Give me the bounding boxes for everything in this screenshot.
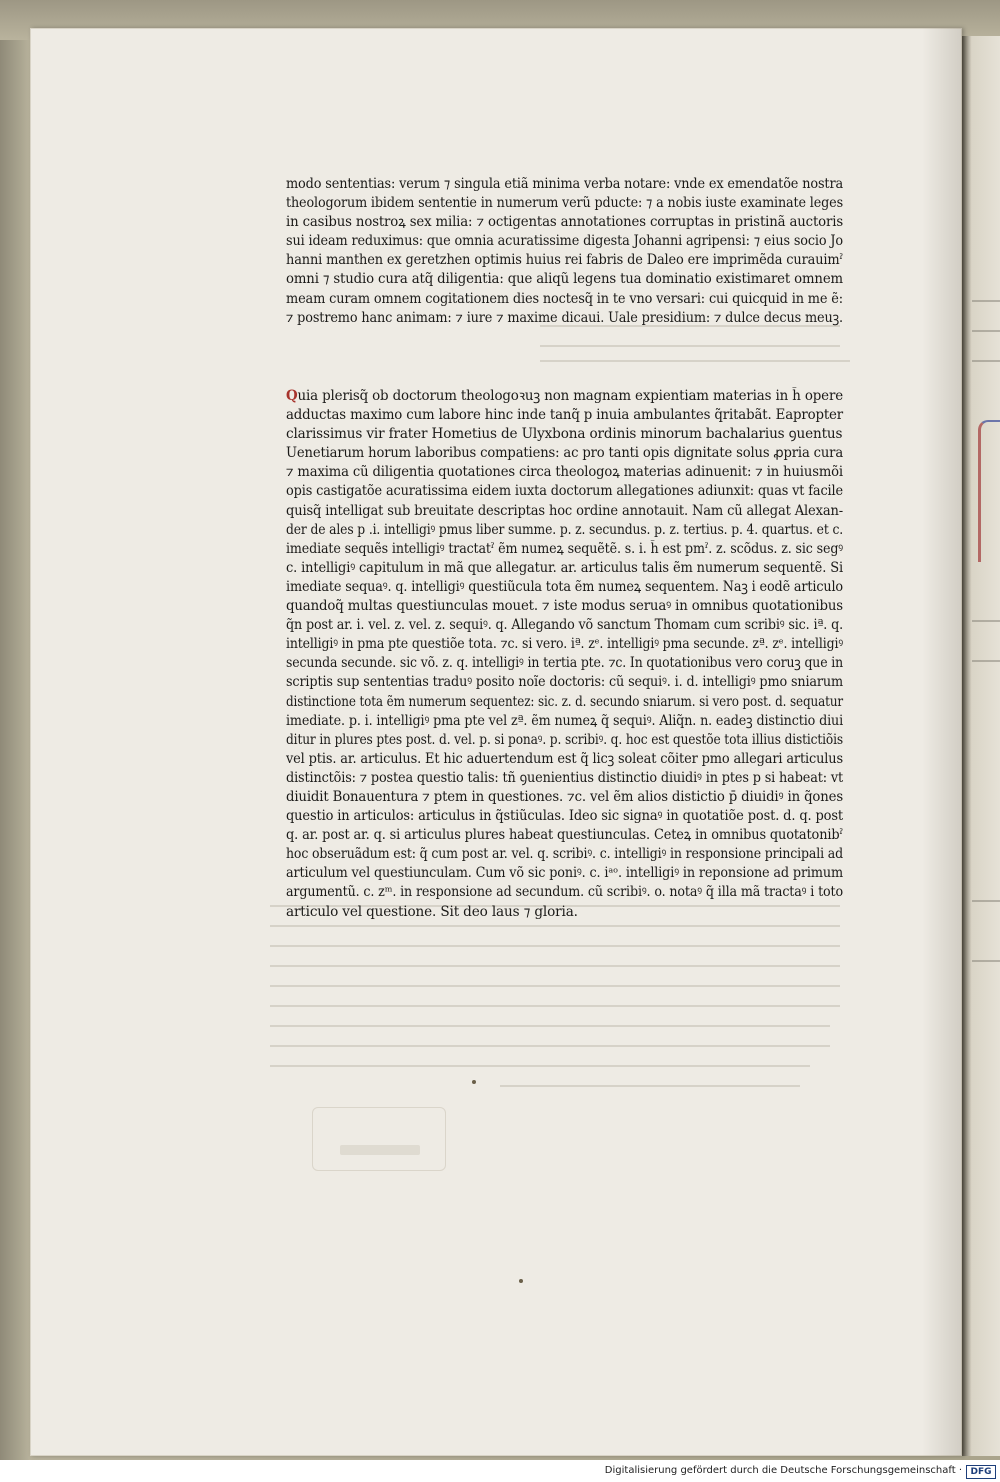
text-line: Uenetiarum horum laboribus compatiens: ac pro tanti opis dignitate solus ꝓpria cura bbox=[286, 445, 843, 462]
show-through-line bbox=[270, 925, 840, 927]
text-line: theologorum ibidem sententie in numerum verũ pducte: ⁊ a nobis iuste examinate leges bbox=[286, 195, 843, 212]
show-through-line bbox=[270, 1025, 830, 1027]
text-line: hanni manthen ex geretzhen optimis huius rei fabris de Daleo ere imprimẽda curauimˀ bbox=[286, 252, 843, 269]
next-page-text-line bbox=[972, 900, 1000, 902]
text-line: ditur in plures ptes post. d. vel. p. si ponaꝰ. p. scribiꝰ. q. hoc est questõe tota illius distictiõis bbox=[286, 731, 843, 748]
paper-spot bbox=[472, 1080, 476, 1084]
text-line: scriptis sup sententias traduꝰ posito noĩe doctoris: cũ sequiꝰ. i. d. intelligiꝰ pmo sniarum bbox=[286, 674, 843, 691]
next-page-edge bbox=[962, 36, 1000, 1456]
next-page-text-line bbox=[972, 360, 1000, 362]
text-line: imediate sequẽs intelligiꝰ tractatˀ ẽm numeꝝ sequẽtẽ. s. i. h̄ est pmˀ. z. scõdus. z. sic segꝰ bbox=[286, 540, 843, 557]
text-line: imediate. p. i. intelligiꝰ pma pte vel zª. ẽm numeꝝ q̃ sequiꝰ. Aliq̃n. n. eadeꝫ distinctio diui bbox=[286, 712, 843, 729]
text-line: questio in articulos: articulus in q̃stiũculas. Ideo sic signaꝰ in quotatiõe post. d. q. post bbox=[286, 808, 843, 825]
text-line: c. intelligiꝰ capitulum in mã que allegatur. ar. articulus talis ẽm numerum sequentẽ. Si bbox=[286, 559, 843, 576]
text-line: quandoq̃ multas questiunculas mouet. ⁊ iste modus seruaꝰ in omnibus quotationibus bbox=[286, 598, 843, 615]
text-line: omni ⁊ studio cura atq̃ diligentia: que aliqũ legens tua dominatio existimaret omnem bbox=[286, 271, 843, 288]
show-through-line bbox=[270, 985, 840, 987]
text-line: articulo vel questione. Sit deo laus ⁊ gloria. bbox=[286, 903, 578, 920]
text-line: meam curam omnem cogitationem dies noctesq̃ in te vno versari: cui quicquid in me ẽ: bbox=[286, 290, 843, 307]
next-page-text-line bbox=[972, 300, 1000, 302]
page-gutter-shade bbox=[922, 28, 962, 1456]
text-line: vel ptis. ar. articulus. Et hic aduertendum est q̃ licꝫ soleat cõiter pmo allegari articulus bbox=[286, 750, 843, 767]
text-line: modo sententias: verum ⁊ singula etiã minima verba notare: vnde ex emendatõe nostra bbox=[286, 176, 843, 192]
paper-spot bbox=[519, 1279, 523, 1283]
show-through-line bbox=[270, 945, 840, 947]
text-line: articulum vel questiunculam. Cum võ sic poniꝰ. c. iᵃᵒ. intelligiꝰ in reponsione ad primum bbox=[286, 865, 843, 882]
text-line: q̃n post ar. i. vel. z. vel. z. sequiꝰ. q. Allegando võ sanctum Thomam cum scribiꝰ sic. iª. q. bbox=[286, 617, 843, 634]
text-block-dedication bbox=[286, 175, 880, 328]
text-line: der de ales p .i. intelligiꝰ pmus liber summe. p. z. secundus. p. z. tertius. p. 4. quartus. et c. bbox=[286, 521, 843, 538]
text-line: opis castigatõe acuratissima eidem iuxta doctorum allegationes adiunxit: quas vt facile bbox=[286, 483, 843, 500]
show-through-line bbox=[500, 1085, 800, 1087]
text-line: adductas maximo cum labore hinc inde tanq̃ p inuia ambulantes q̃ritabãt. Eapropter bbox=[286, 407, 843, 424]
text-line: intelligiꝰ in pma pte questiõe tota. ⁊c. si vero. iª. zᵉ. intelligiꝰ pma secunde. zª. zᵉ. intelligiꝰ bbox=[286, 636, 843, 653]
show-through-line bbox=[270, 1065, 810, 1067]
text-line: ⁊ postremo hanc animam: ⁊ iure ⁊ maxime dicaui. Uale presidium: ⁊ dulce decus meuꝫ. bbox=[286, 309, 843, 326]
next-page-text-line bbox=[972, 620, 1000, 622]
show-through-line bbox=[540, 345, 840, 347]
text-line: argumentũ. c. zᵐ. in responsione ad secundum. cũ scribiꝰ. o. notaꝰ q̃ illa mã tractaꝰ i toto bbox=[286, 884, 843, 901]
text-line: clarissimus vir frater Hometius de Ulyxbona ordinis minorum bachalarius ꝯuentus bbox=[286, 426, 843, 443]
text-line: imediate sequaꝰ. q. intelligiꝰ questiũcula tota ẽm numeꝝ sequentem. Naꝫ i eodẽ articulo bbox=[286, 578, 843, 595]
rubricated-initial: Q bbox=[286, 388, 298, 404]
footer-bar bbox=[0, 1460, 1000, 1482]
dfg-logo[interactable]: DFG bbox=[966, 1465, 996, 1479]
footer-credit: Digitalisierung gefördert durch die Deutsche Forschungsgemeinschaft · bbox=[604, 1465, 962, 1476]
text-line: sui ideam reduximus: que omnia acuratissime digesta Johanni agripensi: ⁊ eius socio Jo bbox=[286, 233, 843, 250]
text-line: hoc obseruãdum est: q̃ cum post ar. vel. q. scribiꝰ. c. intelligiꝰ in responsione principali ad bbox=[286, 846, 843, 863]
next-page-text-line bbox=[972, 660, 1000, 662]
next-page-text-line bbox=[972, 330, 1000, 332]
text-block-quotations bbox=[286, 387, 918, 922]
text-line: secunda secunde. sic võ. z. q. intelligiꝰ in tertia pte. ⁊c. In quotationibus vero coruꝫ que in bbox=[286, 655, 843, 672]
show-through-line bbox=[270, 1005, 840, 1007]
next-page-text-line bbox=[972, 960, 1000, 962]
text-line: distinctione tota ẽm numerum sequentez: sic. z. d. secundo sniarum. si vero post. d. sequatur bbox=[286, 693, 843, 710]
text-line: distinctõis: ⁊ postea questio talis: tñ ꝯuenientius distinctio diuidiꝰ in ptes p si habeat: vt bbox=[286, 769, 843, 786]
text-line: in casibus nostroꝝ sex milia: ⁊ octigentas annotationes corruptas in pristinã auctoris bbox=[286, 214, 843, 231]
next-page-initial-ornament bbox=[978, 420, 1000, 562]
text-line: diuidit Bonauentura ⁊ ptem in questiones. ⁊c. vel ẽm alios distictio p̄ diuidiꝰ in q̃ones bbox=[286, 788, 843, 805]
text-line: ⁊ maxima cũ diligentia quotationes circa theologoꝝ materias adinuenit: ⁊ in huiusmõi bbox=[286, 464, 843, 481]
text-line: quisq̃ intelligat sub breuitate descriptas hoc ordine annotauit. Nam cũ allegat Alexan- bbox=[286, 502, 843, 519]
library-stamp-mark bbox=[340, 1145, 420, 1155]
text-line: q. ar. post ar. q. si articulus plures habeat questiunculas. Ceteꝝ in omnibus quotatonibˀ bbox=[286, 827, 843, 844]
text-line-first bbox=[286, 387, 918, 406]
show-through-line bbox=[540, 360, 850, 362]
show-through-line bbox=[270, 1045, 830, 1047]
show-through-line bbox=[270, 965, 840, 967]
library-stamp-outline bbox=[312, 1107, 446, 1171]
first-line-text: uia plerisq̃ ob doctorum theologoꝛuꝫ non magnam expientiam materias in h̄ opere bbox=[297, 388, 843, 404]
